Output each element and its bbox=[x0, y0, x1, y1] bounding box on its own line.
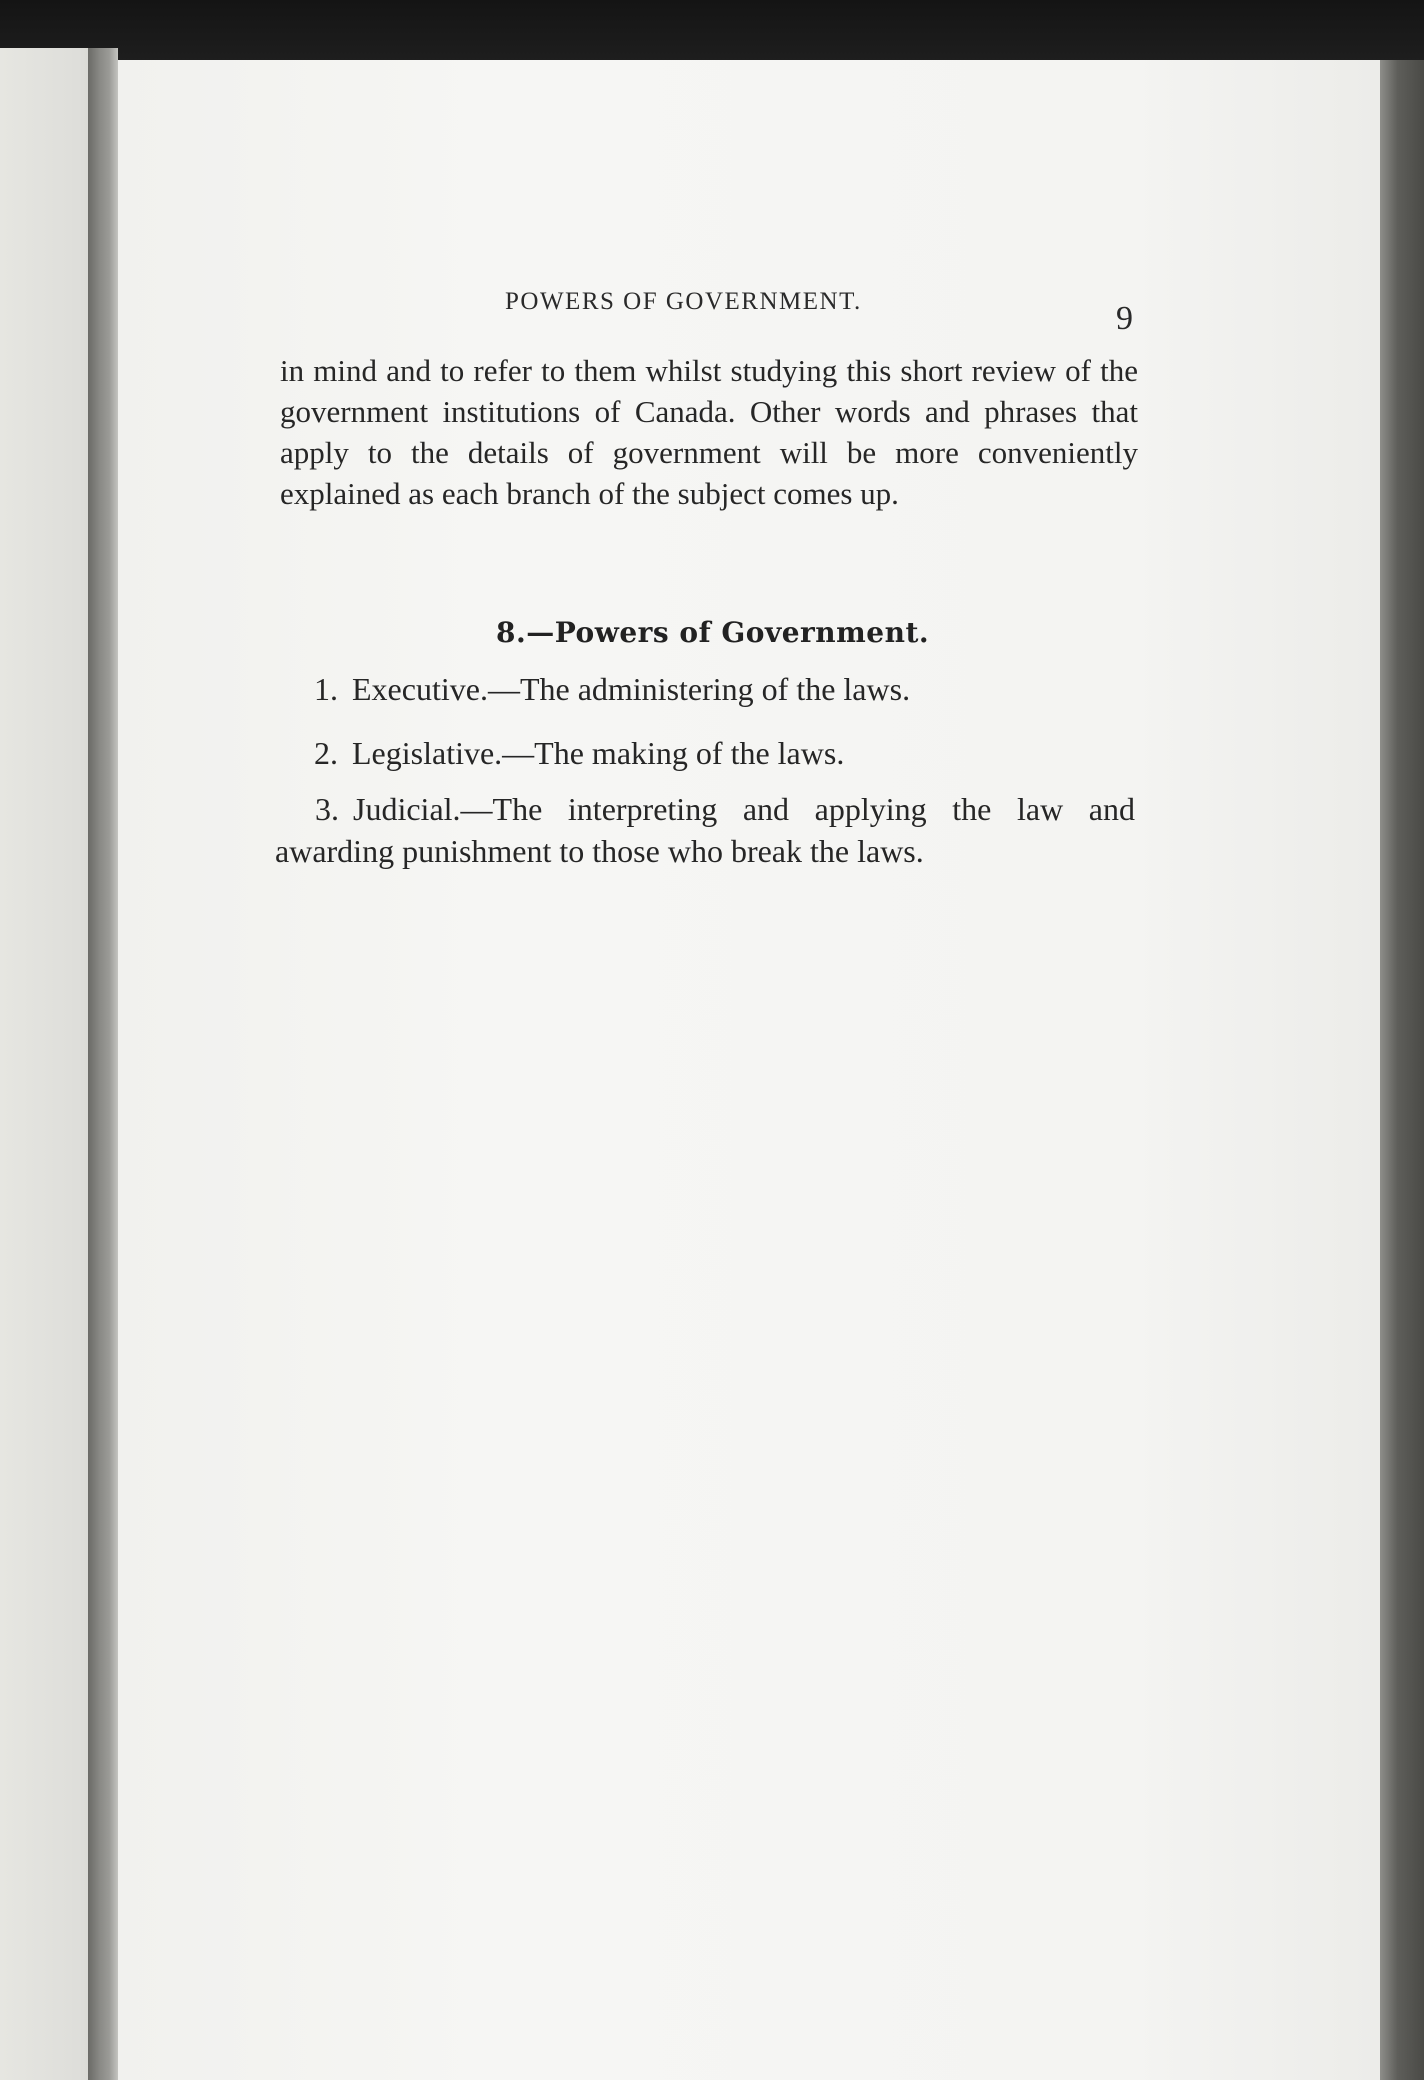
list-item-text: Executive.—The administering of the laws. bbox=[352, 671, 911, 707]
list-item-number: 1. bbox=[314, 671, 338, 707]
page-number: 9 bbox=[1116, 300, 1133, 337]
list-item-number: 2. bbox=[314, 735, 338, 771]
list-item-legislative bbox=[314, 732, 1174, 774]
body-paragraph: in mind and to refer to them whilst studying this short review of the government institutions of Canada. Other words and phrases that apply to the details of government will be more conveniently explained as each branch of the subject comes up. bbox=[280, 353, 1138, 511]
section-heading: 8.—Powers of Government. bbox=[496, 616, 930, 649]
book-fore-edge bbox=[1380, 60, 1424, 2080]
running-head: POWERS OF GOVERNMENT. bbox=[505, 288, 862, 315]
book-gutter bbox=[88, 48, 118, 2080]
list-item-text: Legislative.—The making of the laws. bbox=[352, 735, 845, 771]
list-item-number: 3. bbox=[315, 791, 339, 827]
list-item-text: Judicial.—The interpreting and applying the law and awarding punishment to those who break the laws. bbox=[275, 791, 1135, 869]
list-item-executive bbox=[314, 668, 1174, 710]
scan-top-edge bbox=[0, 0, 1424, 62]
list-item-judicial bbox=[275, 788, 1135, 872]
